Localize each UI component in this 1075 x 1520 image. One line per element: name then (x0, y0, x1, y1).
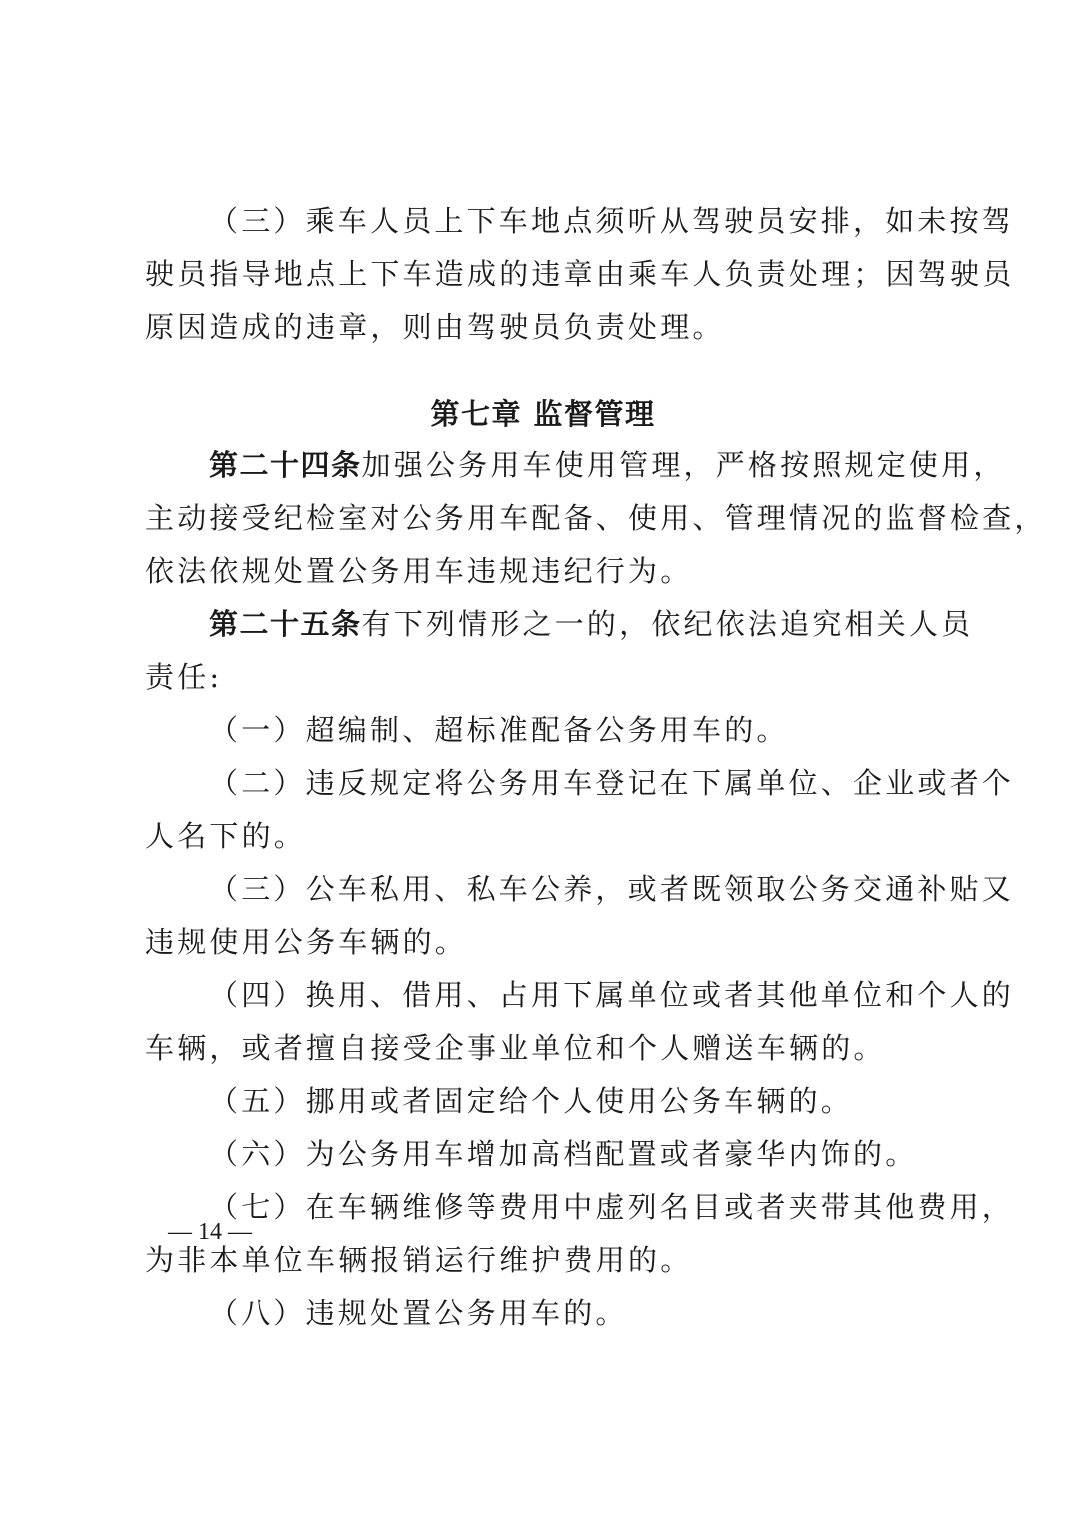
list-item: （五）挪用或者固定给个人使用公务车辆的。 (209, 1084, 854, 1118)
paragraph-line: 依法依规处置公务用车违规违纪行为。 (145, 554, 693, 588)
paragraph-line: 原因造成的违章，则由驾驶员负责处理。 (145, 310, 725, 344)
list-item: （三）公车私用、私车公养，或者既领取公务交通补贴又 (209, 872, 1015, 906)
list-item-continuation: 违规使用公务车辆的。 (145, 925, 468, 959)
section-gap (145, 354, 941, 389)
paragraph-line: （三）乘车人员上下车地点须听从驾驶员安排，如未按驾 (209, 204, 1015, 238)
chapter-title: 第七章 监督管理 (430, 397, 656, 431)
paragraph-line: 主动接受纪检室对公务用车配备、使用、管理情况的监督检查， (145, 501, 1047, 535)
article-24-line (145, 439, 1006, 492)
list-item: （二）违反规定将公务用车登记在下属单位、企业或者个 (209, 766, 1015, 800)
list-item-continuation: 车辆，或者擅自接受企事业单位和个人赠送车辆的。 (145, 1031, 886, 1065)
page-number: — 14 — (168, 1219, 252, 1245)
paragraph-line: 驶员指导地点上下车造成的违章由乘车人负责处理；因驾驶员 (145, 257, 1015, 291)
list-item: （七）在车辆维修等费用中虚列名目或者夹带其他费用， (209, 1190, 1015, 1224)
article-24-label: 第二十四条 (209, 448, 362, 482)
list-item-continuation: 为非本单位车辆报销运行维护费用的。 (145, 1243, 693, 1277)
list-item: （八）违规处置公务用车的。 (209, 1296, 628, 1330)
list-item: （六）为公务用车增加高档配置或者豪华内饰的。 (209, 1137, 918, 1171)
paragraph-line: 责任: (145, 660, 223, 694)
list-item-continuation: 人名下的。 (145, 819, 307, 853)
list-item: （一）超编制、超标准配备公务用车的。 (209, 713, 789, 747)
list-item: （四）换用、借用、占用下属单位或者其他单位和个人的 (209, 978, 1015, 1012)
article-24-text: 加强公务用车使用管理，严格按照规定使用， (361, 448, 1006, 482)
article-25-label: 第二十五条 (209, 607, 362, 641)
article-25-text: 有下列情形之一的，依纪依法追究相关人员 (361, 607, 974, 641)
article-25-line (145, 598, 974, 651)
document-body (145, 195, 1047, 1340)
